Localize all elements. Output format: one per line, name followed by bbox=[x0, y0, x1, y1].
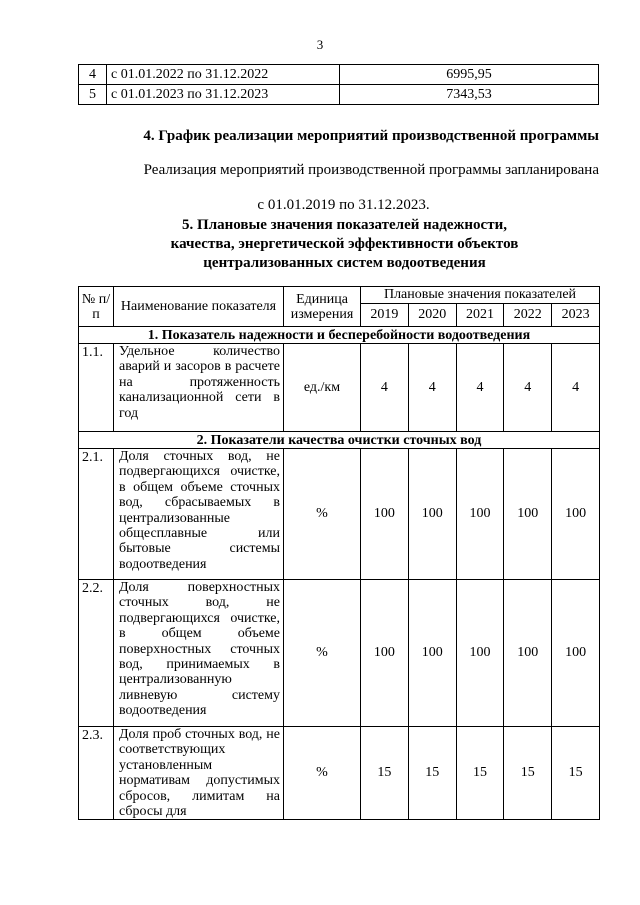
row-number: 1.1. bbox=[79, 344, 114, 432]
section5-heading-line1: 5. Плановые значения показателей надежности, bbox=[182, 217, 507, 233]
header-year: 2022 bbox=[504, 304, 552, 327]
header-row bbox=[79, 287, 600, 304]
value-cell: 15 bbox=[552, 727, 600, 820]
unit-cell: ед./км bbox=[284, 344, 361, 432]
section4-heading: 4. График реализации мероприятий производственной программы bbox=[143, 128, 599, 144]
value-cell: 4 bbox=[408, 344, 456, 432]
header-unit: Единица измерения bbox=[284, 287, 361, 327]
value-cell: 100 bbox=[552, 580, 600, 727]
table-row bbox=[79, 85, 599, 105]
section5-heading bbox=[78, 216, 599, 273]
value-cell: 100 bbox=[408, 580, 456, 727]
row-number: 2.2. bbox=[79, 580, 114, 727]
period-cell: с 01.01.2022 по 31.12.2022 bbox=[107, 65, 340, 85]
section5-heading-line3: централизованных систем водоотведения bbox=[203, 255, 486, 271]
table-row bbox=[79, 344, 600, 432]
indicator-name: Удельное количество аварий и засоров в расчете на протяженность канализационной сети в год bbox=[114, 344, 284, 432]
section-row bbox=[79, 432, 600, 449]
value-cell: 100 bbox=[361, 449, 409, 580]
header-num: № п/п bbox=[79, 287, 114, 327]
row-number: 4 bbox=[79, 65, 107, 85]
indicator-name: Доля проб сточных вод, не соответствующих установленным нормативам допустимых сбросов, лимитам на сбросы для bbox=[114, 727, 284, 820]
value-cell: 100 bbox=[504, 449, 552, 580]
value-cell: 15 bbox=[361, 727, 409, 820]
unit-cell: % bbox=[284, 580, 361, 727]
value-cell: 100 bbox=[456, 580, 504, 727]
value-cell: 100 bbox=[456, 449, 504, 580]
row-number: 5 bbox=[79, 85, 107, 105]
table-row bbox=[79, 449, 600, 580]
value-cell: 100 bbox=[504, 580, 552, 727]
value-cell: 4 bbox=[504, 344, 552, 432]
value-cell: 6995,95 bbox=[340, 65, 599, 85]
header-name: Наименование показателя bbox=[114, 287, 284, 327]
table-row bbox=[79, 580, 600, 727]
unit-cell: % bbox=[284, 449, 361, 580]
header-year: 2021 bbox=[456, 304, 504, 327]
indicators-table bbox=[78, 286, 600, 820]
value-cell: 4 bbox=[456, 344, 504, 432]
table-row bbox=[79, 65, 599, 85]
indicator-name: Доля сточных вод, не подвергающихся очистке, в общем объеме сточных вод, сбрасываемых в централизованные общесплавные или бытовые системы водоотведения bbox=[114, 449, 284, 580]
value-cell: 15 bbox=[456, 727, 504, 820]
header-year: 2020 bbox=[408, 304, 456, 327]
value-cell: 100 bbox=[361, 580, 409, 727]
indicator-name: Доля поверхностных сточных вод, не подвергающихся очистке, в общем объеме поверхностных сточных вод, принимаемых в централизованную ливневую систему водоотведения bbox=[114, 580, 284, 727]
header-year: 2023 bbox=[552, 304, 600, 327]
value-cell: 4 bbox=[552, 344, 600, 432]
header-year: 2019 bbox=[361, 304, 409, 327]
row-number: 2.1. bbox=[79, 449, 114, 580]
value-cell: 15 bbox=[408, 727, 456, 820]
value-cell: 4 bbox=[361, 344, 409, 432]
value-cell: 7343,53 bbox=[340, 85, 599, 105]
section5-heading-line2: качества, энергетической эффективности объектов bbox=[170, 236, 519, 252]
header-plan: Плановые значения показателей bbox=[361, 287, 600, 304]
section4-text-line1: Реализация мероприятий производственной программы запланирована bbox=[143, 162, 599, 178]
unit-cell: % bbox=[284, 727, 361, 820]
period-cell: с 01.01.2023 по 31.12.2023 bbox=[107, 85, 340, 105]
period-table bbox=[78, 64, 599, 105]
page-number: 3 bbox=[316, 37, 324, 52]
value-cell: 15 bbox=[504, 727, 552, 820]
section2-title: 2. Показатели качества очистки сточных вод bbox=[79, 432, 600, 449]
section-row bbox=[79, 327, 600, 344]
value-cell: 100 bbox=[552, 449, 600, 580]
section4-text-line2: с 01.01.2019 по 31.12.2023. bbox=[257, 197, 430, 213]
table-row bbox=[79, 727, 600, 820]
section1-title: 1. Показатель надежности и бесперебойности водоотведения bbox=[79, 327, 600, 344]
value-cell: 100 bbox=[408, 449, 456, 580]
row-number: 2.3. bbox=[79, 727, 114, 820]
